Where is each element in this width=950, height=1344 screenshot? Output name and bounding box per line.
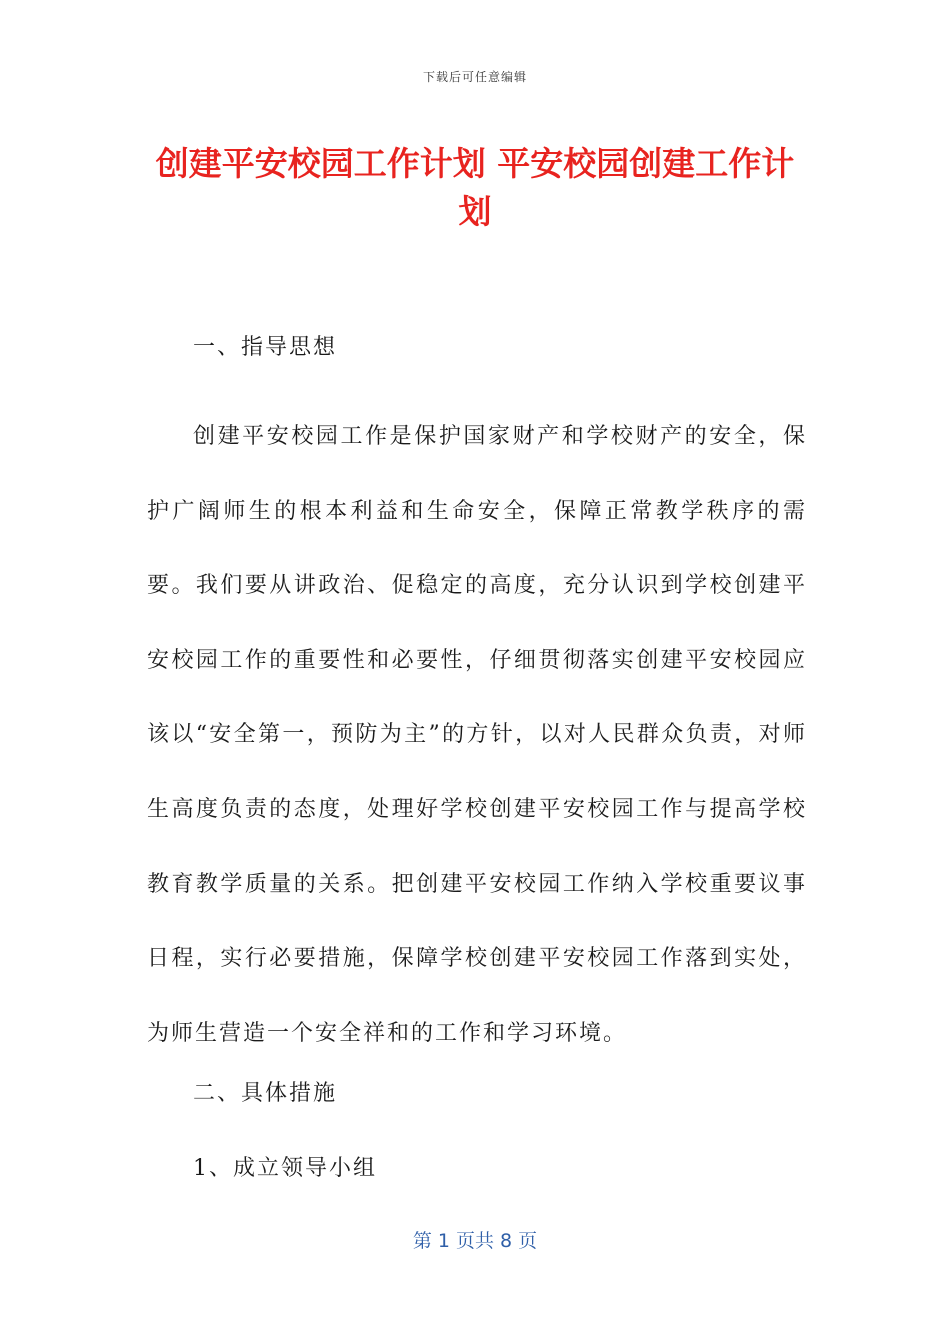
section-heading-specific-measures: 二、具体措施 (193, 1081, 338, 1106)
document-title: 创建平安校园工作计划 平安校园创建工作计划 (155, 144, 795, 231)
paragraph-guiding-ideology: 创建平安校园工作是保护国家财产和学校财产的安全，保护广阔师生的根本利益和生命安全，保障正常教学秩序的需要。我们要从讲政治、促稳定的高度，充分认识到学校创建平安校园工作的重要性和必要性，仔细贯彻落实创建平安校园应该以“安全第一，预防为主”的方针，以对人民群众负责，对师生高度负责的态度，处理好学校创建平安校园工作与提高学校教育教学质量的关系。把创建平安校园工作纳入学校重要议事日程，实行必要措施，保障学校创建平安校园工作落到实处，为师生营造一个安全祥和的工作和学习环境。 (147, 424, 807, 1046)
subsection-heading-leadership-group: 1、成立领导小组 (193, 1156, 377, 1181)
section-heading-guiding-ideology: 一、指导思想 (193, 335, 338, 360)
page-footer: 第 1 页共 8 页 (412, 1230, 538, 1252)
header-note: 下载后可任意编辑 (422, 70, 527, 84)
